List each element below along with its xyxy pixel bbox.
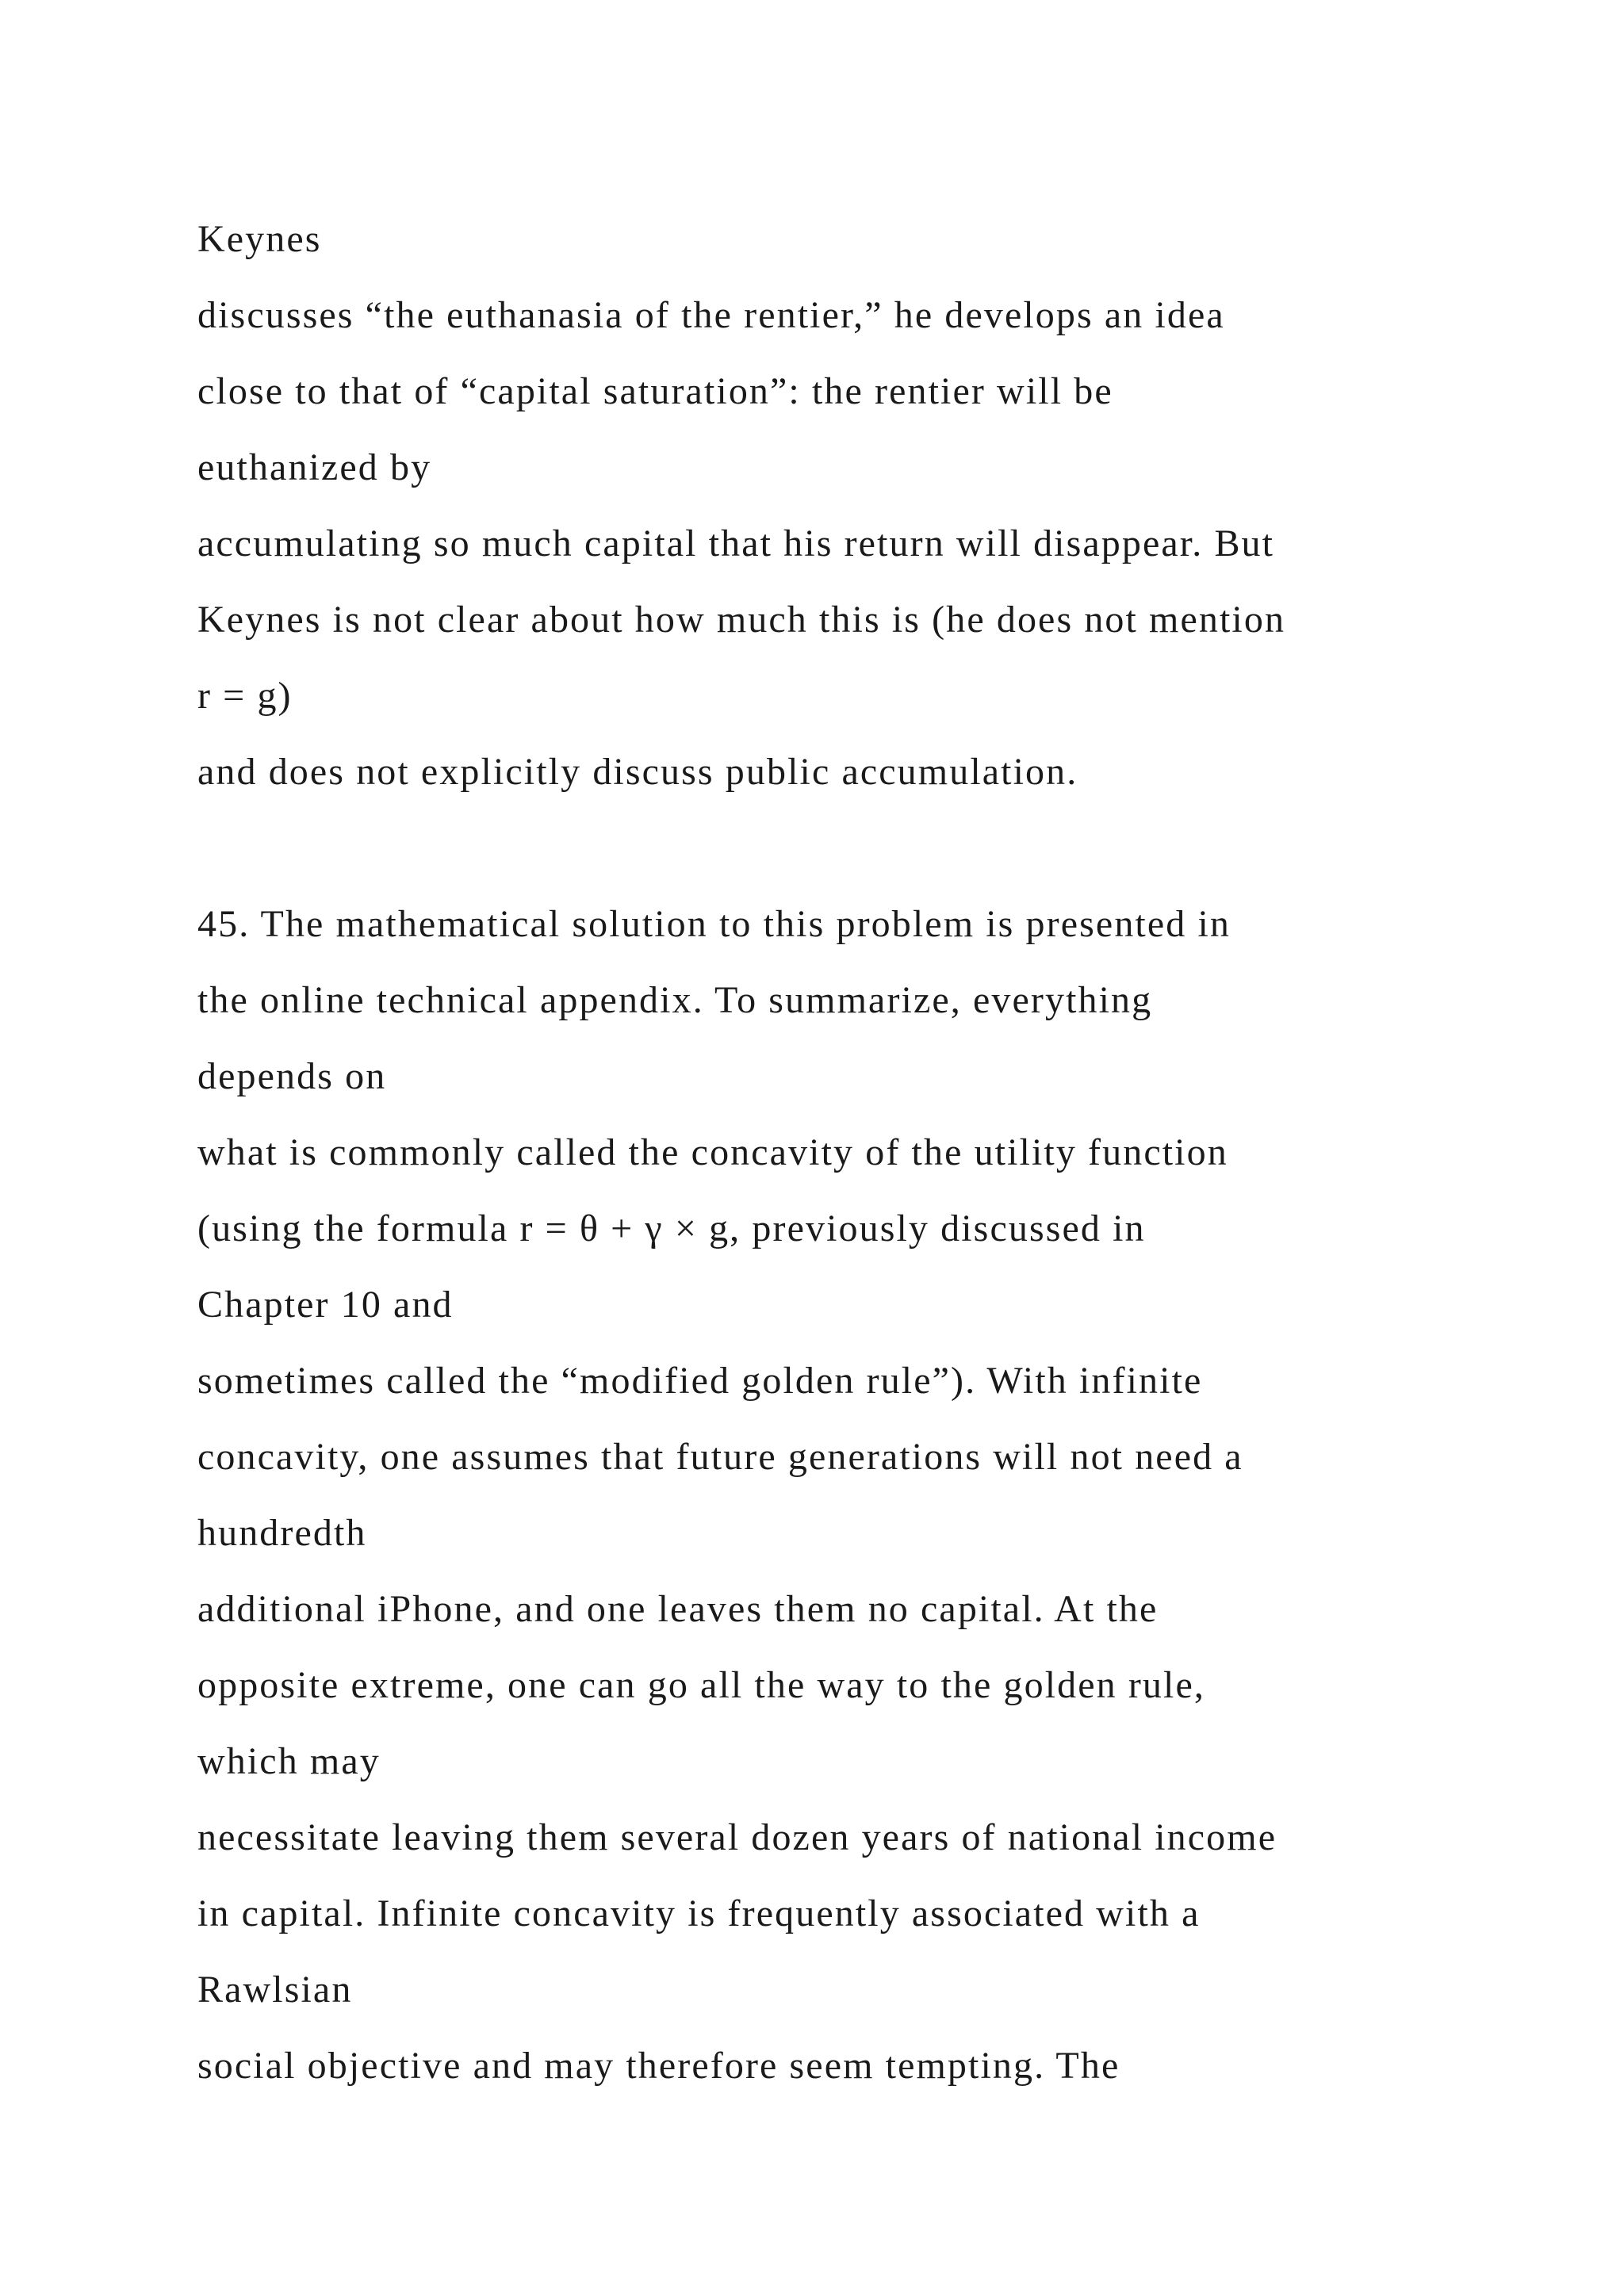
text-line: 45. The mathematical solution to this problem is presented in [197, 903, 1231, 945]
text-line: (using the formula r = θ + γ × g, previously discussed in [197, 1207, 1146, 1249]
paragraph-1 [197, 201, 1561, 810]
text-line: which may [197, 1740, 381, 1782]
text-line: additional iPhone, and one leaves them no capital. At the [197, 1588, 1159, 1630]
text-line: necessitate leaving them several dozen years of national income [197, 1816, 1277, 1858]
text-line: depends on [197, 1055, 387, 1097]
text-line: close to that of “capital saturation”: the rentier will be [197, 370, 1113, 412]
text-line: accumulating so much capital that his return will disappear. But [197, 522, 1275, 564]
text-line: Rawlsian [197, 1969, 353, 2011]
text-line: in capital. Infinite concavity is frequently associated with a [197, 1892, 1201, 1934]
text-line: Keynes is not clear about how much this is (he does not mention [197, 599, 1286, 641]
text-line: the online technical appendix. To summarize, everything [197, 979, 1153, 1021]
text-line: what is commonly called the concavity of the utility function [197, 1131, 1228, 1173]
document-text [197, 201, 1561, 2104]
text-line: Chapter 10 and [197, 1284, 454, 1326]
text-line: r = g) [197, 675, 293, 717]
text-line: hundredth [197, 1512, 367, 1554]
text-line: social objective and may therefore seem tempting. The [197, 2045, 1120, 2087]
text-line: euthanized by [197, 446, 432, 488]
paragraph-2-footnote-45 [197, 886, 1561, 2104]
text-line: concavity, one assumes that future generations will not need a [197, 1436, 1243, 1478]
text-line: and does not explicitly discuss public accumulation. [197, 751, 1078, 793]
text-line: sometimes called the “modified golden rule”). With infinite [197, 1360, 1203, 1402]
text-line: opposite extreme, one can go all the way to the golden rule, [197, 1664, 1205, 1706]
text-line: discusses “the euthanasia of the rentier,” he develops an idea [197, 294, 1225, 336]
paragraph-spacer [197, 810, 1561, 886]
text-line: Keynes [197, 218, 322, 260]
